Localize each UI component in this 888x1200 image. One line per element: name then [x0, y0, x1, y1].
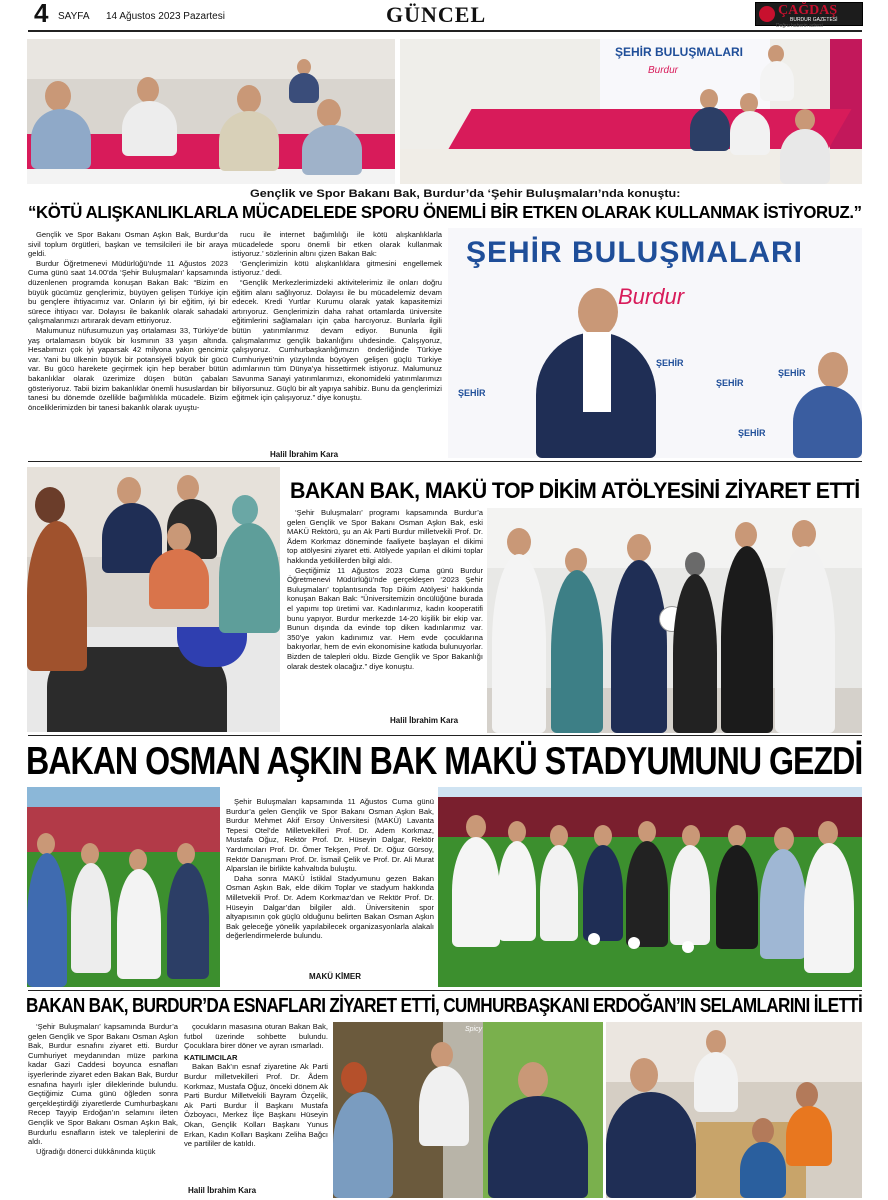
- stadium-photo-right: [438, 787, 862, 987]
- article1-headline: “KÖTÜ ALIŞKANLIKLARLA MÜCADELEDE SPORU ÖNEMLİ BİR ETKEN OLARAK KULLANMAK İSTİYORUZ.”: [28, 202, 862, 222]
- article4-col2b-p1: Bakan Bak’ın esnaf ziyaretine Ak Parti Burdur milletvekilleri Prof. Dr. Ådem Korkmaz, Mustafa Oğuz, önceki dönem Ak Parti Burdur Milletvekili Bayram Özçelik, Ak Parti Burdur İl Başkanı Mustafa Özboyacı, Merkez İlçe Başkanı Hüseyin Okan, Gençlik Kolları Başkanı Yunus Erkan, Kadın Kolları Başkanı Zeliha Bağcı ve partililer de katıldı.: [184, 1062, 328, 1149]
- page-label: SAYFA: [58, 11, 90, 22]
- article3-body: [226, 797, 434, 987]
- stadium-ball-icon-1: [588, 933, 600, 945]
- meeting-photo-left: [27, 39, 395, 184]
- speech-banner-city: Burdur: [618, 284, 685, 309]
- article1-kicker: Gençlik ve Spor Bakanı Bak, Burdur’da ‘Şehir Buluşmaları’nda konuştu:: [250, 188, 681, 200]
- workshop-photo: [27, 467, 280, 732]
- article1-col2-p2: ‘Gençlerimizin kötü alışkanlıklara gitmesini engellemek istiyoruz.’ dedi.: [232, 258, 442, 278]
- stadium-photo-left: [27, 787, 220, 987]
- article3-rule: [28, 990, 862, 991]
- article1-column1: [28, 230, 228, 460]
- banner-city: Burdur: [648, 65, 679, 76]
- article2-p2: Geçtiğimiz 11 Ağustos 2023 Cuma günü Burdur Öğretmenevi Müdürlüğü’nde gerçekleşen ‘2023 Şehir Buluşmaları’ toplantısında Top Dikim Atölyesi’ hakkında konuşan Bakan Bak: “Üniversitemizin öncülüğüne burada el yapımı top üretimi var. Kadınlarımız, kadın kooperatifi bunu yapıyor. Burdur merkezde 14-20 kişilik bir ekip var. Bunun dışında da evinde top diken kadınlarımız var. 350’ye yakın kadınımız var. Hem evde çocuklarına bakıyorlar, hem de evin ekonomisine katkıda bulunuyorlar. Bizden de talepleri oldu. Bizde Gençlik ve Spor Bakanlığı olarak destek olacağız.” diye konuştu.: [287, 565, 483, 671]
- shop-visit-photo: [333, 1022, 603, 1198]
- logo-emblem-icon: [759, 6, 775, 22]
- doner-shop-photo: [606, 1022, 862, 1198]
- article1-signature: Halil İbrahim Kara: [270, 450, 339, 459]
- article1-col1-p1: Gençlik ve Spor Bakanı Osman Aşkın Bak, Burdur’da sivil toplum örgütleri, başkan ve temsilcileri ile bir araya geldi.: [28, 230, 228, 259]
- article3-p2: Daha sonra MAKÜ İstiklal Stadyumunu gezen Bakan Osman Aşkın Bak, elde dikim Toplar ve stadyum hakkında Milletvekili Prof. Dr. Adem Korkmaz’dan ve Rektör Prof. Dr. Hüseyin Dalgar’dan bilgiler aldı. Üniversitenin spor altyapısının çok güçlü olduğunu belirten Bakan Osman Aşkın Bak geleceğe yönelik yapılabilecek organizasyonlarla alakalı değerlendirmelerde bulundu.: [226, 873, 434, 941]
- article3-p1: Şehir Buluşmaları kapsamında 11 Ağustos Cuma günü Burdur’a gelen Gençlik ve Spor Bakanı Osman Aşkın Bak, Burdur Mehmet Akif Ersoy Üniversitesi (MAKÜ) Lavanta Tepesi Otel’de Milletvekilleri Prof. Dr. Adem Korkmaz, Mustafa Oğuz, Rektör Prof. Dr. Hüseyin Dalgar, Rektör Yardımcıları Prof. Dr. Ömer Tekşen, Prof. Dr. Oğuz Gürsoy, Rektör Danışmanı Prof. Dr. İsmail Çelik ve Prof. Dr. Ali Murat Alparslan ile birlikte kahvaltıda buluştu.: [226, 797, 434, 874]
- speech-banner-small-4: ŞEHİR: [778, 368, 806, 378]
- article1-rule: [28, 461, 862, 462]
- article4-signature: Halil İbrahim Kara: [188, 1186, 257, 1195]
- article4-column2: [184, 1022, 328, 1197]
- article1-col1-p3: Malumunuz nüfusumuzun yaş ortalaması 33, Türkiye’de yaş ortalamasın büyük bir kısmının 33 yaşın altında. Hesabımızı çok iyi yaparsak 42 milyona yakın gencimiz var. Yani bu ülkenin büyük bir potansiyeli büyük bir gücü var. Bu gücü harekete geçirmek için hep beraber bütün bakanlıklar olarak üzerimize düşen bütün çabaları gösteriyoruz. Tabii bizim bakanlıklar önemli hususlardan bir tanesi bu dönemde özellikle bağımlılıkla mücadele. Bizim önceliklerimizden bir tanesi bakanlık olarak uyuştu-: [28, 325, 228, 412]
- speech-banner-title: ŞEHİR BULUŞMALARI: [466, 236, 803, 269]
- logo-tagline: Doğru haberin adresi: [776, 23, 823, 29]
- shop-sign: Spicy: [465, 1026, 483, 1033]
- header-rule: [28, 30, 862, 32]
- page-header: [0, 0, 888, 30]
- article1-col2-p3: “Gençlik Merkezlerimizdeki aktivitelerimiz ile onları doğru eğitim alanı sağlıyoruz. Dolayısı ile bu mücadelemiz devam edecek. Kredi Yurtlar Kurumu olarak yatak kapasitemizi artırıyoruz. Gençlerimizin daha rahat ortamlarda üniversite eğitimlerini sağlamaları için çaba harcıyoruz. Bunlarla ilgili bütün yatırımlarımız devam ediyor. Bununla ilgili çalışmalarımız gençlik bakanlığını uhdesinde. Çalışıyoruz, çalışıyoruz. Cumhurbaşkanlığımızın önderliğinde Türkiye Cumhuriyeti’nin yüzyılında büyüyen gelişen güçlü Türkiye adımlarının tüm Dünya’ya hissettirmek istiyoruz. Malumunuz Savunma Sanayi yatırımlarımızı, ekonomideki yatırımlarımızı biliyorsunuz. Güçlü bir alt yapıya sahibiz. Bunu da gençlerimizi eğitmek için çalışıyoruz.” diye konuştu.: [232, 277, 442, 403]
- logo-text: ÇAĞDAŞ: [778, 3, 838, 18]
- article1-column2: [232, 230, 442, 450]
- banner-title: ŞEHİR BULUŞMALARI: [615, 45, 743, 59]
- logo-subtitle: BURDUR GAZETESİ: [790, 17, 838, 23]
- article2-body: [287, 508, 483, 733]
- page-date: 14 Ağustos 2023 Pazartesi: [106, 11, 225, 22]
- speech-banner-small-5: ŞEHİR: [738, 428, 766, 438]
- stadium-ball-icon-3: [682, 941, 694, 953]
- workshop-group-photo: [487, 508, 862, 733]
- article2-headline: BAKAN BAK, MAKÜ TOP DİKİM ATÖLYESİNİ ZİYARET ETTİ: [290, 478, 860, 503]
- stadium-ball-icon-2: [628, 937, 640, 949]
- section-title: GÜNCEL: [386, 2, 487, 27]
- speech-banner-small-2: ŞEHİR: [656, 358, 684, 368]
- article4-headline: BAKAN BAK, BURDUR’DA ESNAFLARI ZİYARET ETTİ, CUMHURBAŞKANI ERDOĞAN’IN SELAMLARINI İLETTİ: [26, 995, 863, 1017]
- article2-rule: [28, 735, 862, 736]
- speech-banner-small-1: ŞEHİR: [458, 388, 486, 398]
- article1-col1-p2: Burdur Öğretmenevi Müdürlüğü’nde 11 Ağustos 2023 Cuma günü saat 14.00’da ‘Şehir Buluşmaları’ kapsamında düzenlenen programda konuşan Bakan Bak: “Bizim en büyük gücümüz gençlerimiz, büyüyen gelişen Türkiye için bu gençlere ihtiyacımız var. Onların iyi bir eğitim, iyi bir sürece ihtiyacı var. Dolayısı ile bakanlık olarak sahadaki çalışmalarımızı artırarak devam ettiriyoruz.: [28, 258, 228, 326]
- article2-signature: Halil İbrahim Kara: [390, 716, 459, 725]
- article4-column1: [28, 1022, 178, 1197]
- page-number: 4: [34, 0, 49, 28]
- article1-col2-p1: rucu ile internet bağımlılığı ile kötü alışkanlıklarla mücadelede sporu önemli bir etken olarak kullanmak istiyoruz.’ sözlerinin altını çizen Bakan Bak:: [232, 230, 442, 259]
- article4-col1-p1: ‘Şehir Buluşmaları’ kapsamında Burdur’a gelen Gençlik ve Spor Bakanı Osman Aşkın Bak, Burdur esnafını ziyaret etti. Burdur Cumhuriyet meydanından müze parkına kadar Gazi Caddesi boyunca esnafları işyerlerinde ziyaret eden Bakan Bak, Burdur esnafına hayırlı işler dileklerinde bulundu. Geçtiğimiz Cuma günü öğleden sonra gerçekleştirdiği ziyaretlerde Cumhurbaşkanı Recep Tayyip Erdoğan’ın selamını ileten Gençlik ve Spor Bakanı Osman Aşkın Bak, Burdurlu esnafların istek ve taleplerini de aldı.: [28, 1022, 178, 1147]
- article2-p1: ‘Şehir Buluşmaları’ programı kapsamında Burdur’a gelen Gençlik ve Spor Bakanı Osman Aşkın Bak, eski MAKÜ Rektörü, şu an Ak Parti Burdur milletvekili Prof. Dr. Ådem Korkmaz döneminde faaliyete başlayan el dikimi top atölyesini ziyaret etti. Atölyede yapılan el dikimi toplar hakkında yetkililerden bilgi aldı.: [287, 508, 483, 565]
- article4-col1-p2: Uğradığı dönerci dükkânında küçük: [36, 1146, 156, 1156]
- article4-col2-p1: çocukların masasına oturan Bakan Bak, futbol üzerinde sohbette bulundu. Çocuklara birer döner ve ayran ısmarladı.: [184, 1022, 328, 1051]
- minister-speech-photo: [448, 228, 862, 458]
- speech-banner-small-3: ŞEHİR: [716, 378, 744, 388]
- meeting-photo-right: [400, 39, 862, 184]
- article3-signature: MAKÜ KİMER: [309, 972, 361, 981]
- article3-headline: BAKAN OSMAN AŞKIN BAK MAKÜ STADYUMUNU GEZDİ: [26, 740, 863, 783]
- article4-subhead: KATILIMCILAR: [184, 1052, 238, 1062]
